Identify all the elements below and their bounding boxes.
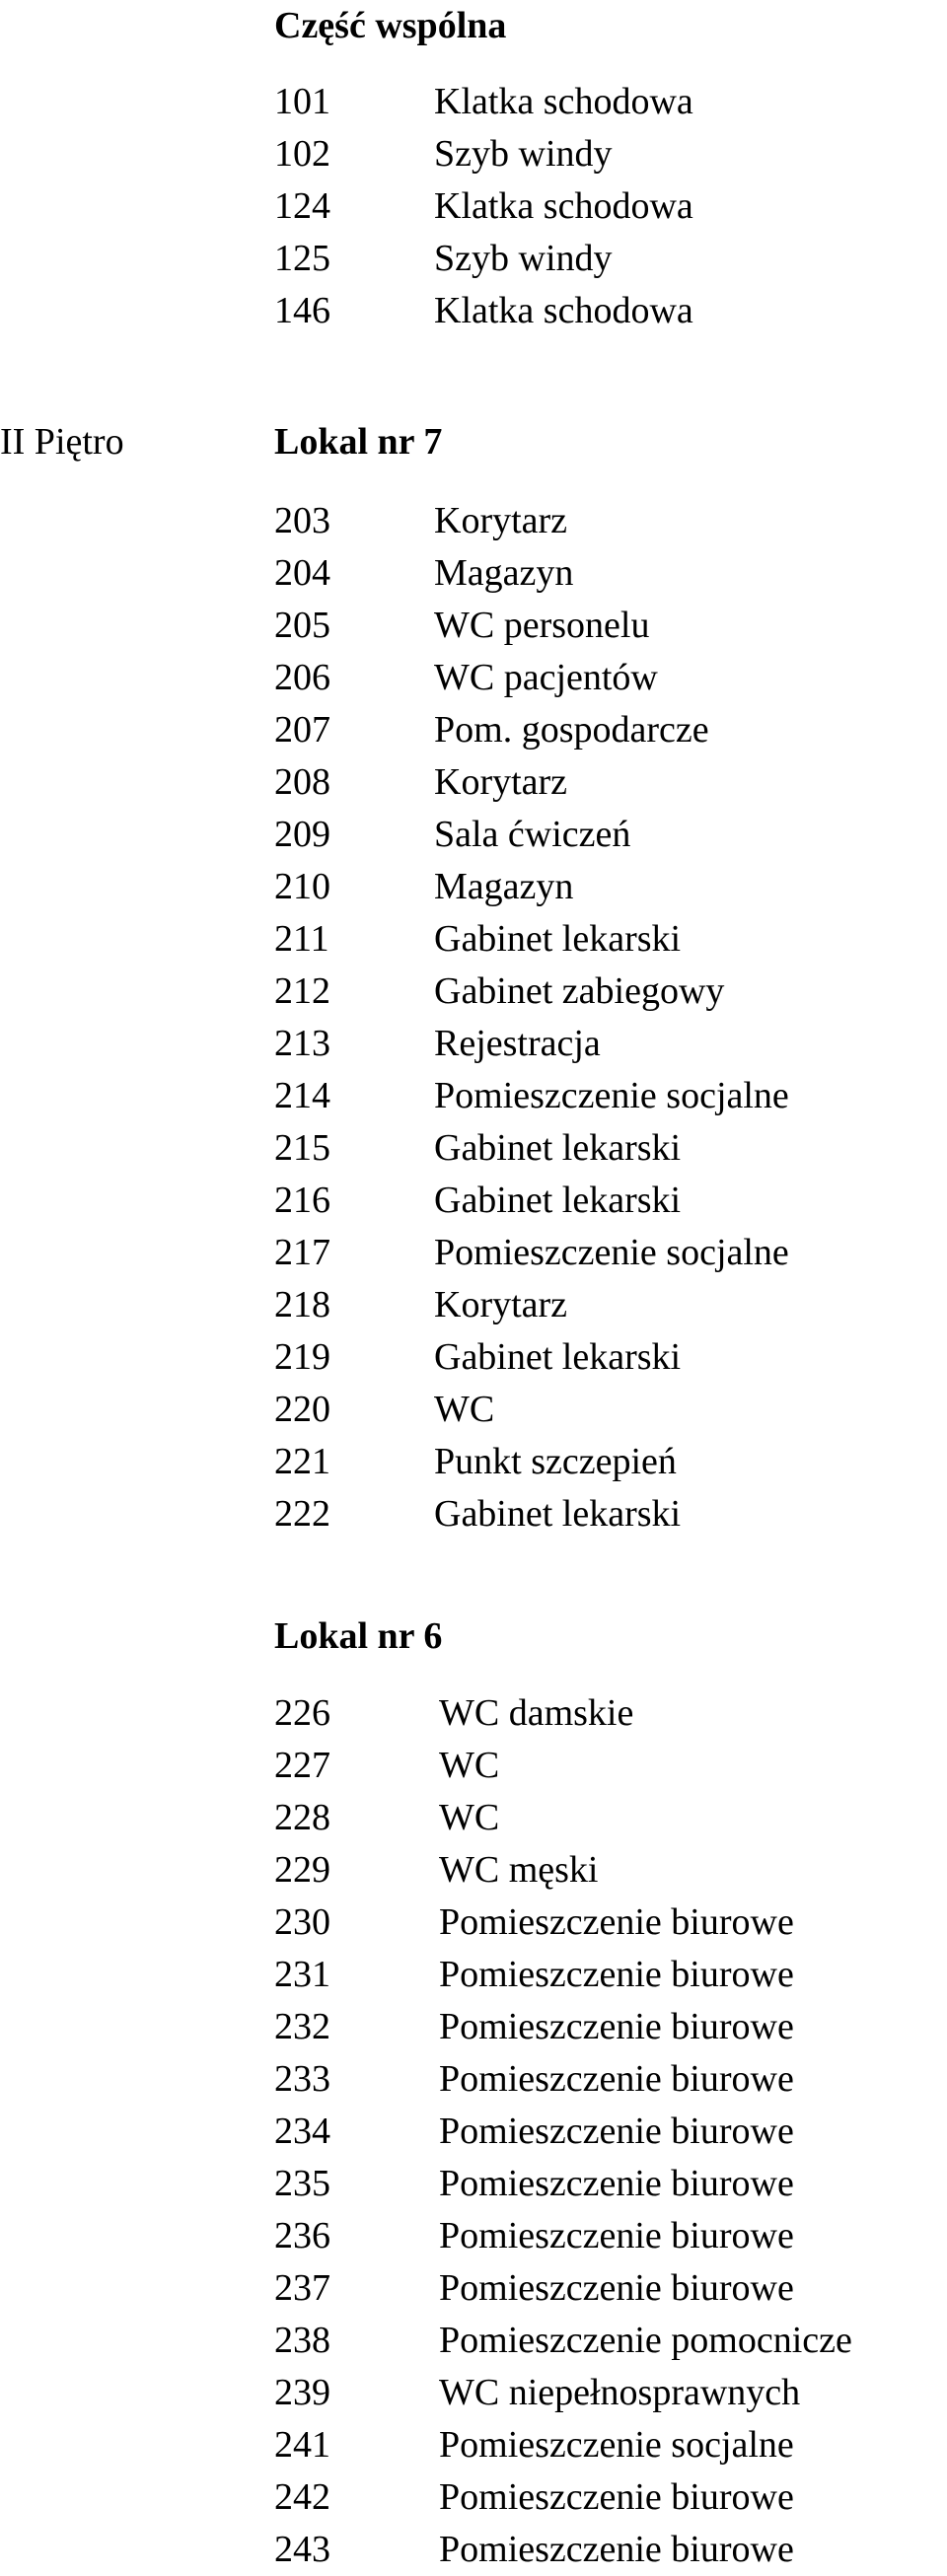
room-name: Gabinet lekarski <box>434 918 682 960</box>
room-number: 221 <box>274 1441 330 1482</box>
room-list <box>0 76 947 337</box>
room-name: Pomieszczenie biurowe <box>439 2163 794 2204</box>
room-number: 239 <box>274 2372 330 2413</box>
room-name: WC niepełnosprawnych <box>439 2372 801 2413</box>
room-name: Korytarz <box>434 761 568 803</box>
room-row <box>0 76 947 128</box>
room-row <box>0 1488 947 1540</box>
room-number: 243 <box>274 2529 330 2570</box>
room-row <box>0 2524 947 2576</box>
room-number: 216 <box>274 1180 330 1221</box>
room-number: 229 <box>274 1849 330 1891</box>
room-row <box>0 1331 947 1384</box>
room-row <box>0 2419 947 2471</box>
room-number: 232 <box>274 2006 330 2047</box>
section-heading-row <box>0 1610 947 1663</box>
room-row <box>0 652 947 704</box>
room-row <box>0 2106 947 2158</box>
room-number: 228 <box>274 1797 330 1838</box>
room-number: 219 <box>274 1336 330 1378</box>
room-number: 205 <box>274 605 330 646</box>
room-name: Magazyn <box>434 866 574 907</box>
room-name: Gabinet lekarski <box>434 1493 682 1535</box>
room-number: 237 <box>274 2267 330 2309</box>
room-number: 241 <box>274 2424 330 2466</box>
room-number: 203 <box>274 500 330 541</box>
section-title: Lokal nr 6 <box>274 1615 443 1657</box>
room-name: Pomieszczenie biurowe <box>439 2215 794 2256</box>
room-row <box>0 1384 947 1436</box>
room-number: 211 <box>274 918 329 960</box>
room-name: Sala ćwiczeń <box>434 814 631 855</box>
room-number: 125 <box>274 238 330 279</box>
room-number: 233 <box>274 2058 330 2100</box>
room-row <box>0 704 947 756</box>
room-name: Pomieszczenie socjalne <box>434 1075 789 1116</box>
room-row <box>0 233 947 285</box>
room-number: 238 <box>274 2320 330 2361</box>
room-row <box>0 2262 947 2315</box>
room-number: 220 <box>274 1389 330 1430</box>
room-name: Pomieszczenie biurowe <box>439 1901 794 1943</box>
room-row <box>0 2315 947 2367</box>
room-row <box>0 1279 947 1331</box>
room-number: 210 <box>274 866 330 907</box>
room-name: WC personelu <box>434 605 650 646</box>
room-number: 231 <box>274 1954 330 1995</box>
room-name: Pomieszczenie biurowe <box>439 2111 794 2152</box>
room-row <box>0 1687 947 1740</box>
room-row <box>0 547 947 600</box>
room-name: Punkt szczepień <box>434 1441 677 1482</box>
room-number: 102 <box>274 133 330 175</box>
room-row <box>0 1018 947 1070</box>
room-name: Korytarz <box>434 500 568 541</box>
section-common-area <box>0 0 947 337</box>
room-name: Klatka schodowa <box>434 290 693 331</box>
room-row <box>0 285 947 337</box>
room-name: WC męski <box>439 1849 599 1891</box>
room-number: 207 <box>274 709 330 751</box>
room-row <box>0 600 947 652</box>
room-name: Pomieszczenie biurowe <box>439 2529 794 2570</box>
room-row <box>0 1070 947 1122</box>
room-number: 124 <box>274 185 330 227</box>
section-title: Lokal nr 7 <box>274 421 443 463</box>
room-name: Magazyn <box>434 552 574 594</box>
room-row <box>0 966 947 1018</box>
section-unit-6 <box>0 1610 947 2576</box>
room-name: Korytarz <box>434 1284 568 1325</box>
room-number: 208 <box>274 761 330 803</box>
room-row <box>0 1949 947 2001</box>
room-row <box>0 1175 947 1227</box>
room-name: Pomieszczenie biurowe <box>439 2267 794 2309</box>
room-number: 206 <box>274 657 330 698</box>
room-name: Gabinet lekarski <box>434 1180 682 1221</box>
room-row <box>0 913 947 966</box>
room-name: Pomieszczenie socjalne <box>439 2424 794 2466</box>
room-number: 209 <box>274 814 330 855</box>
room-number: 215 <box>274 1127 330 1169</box>
room-row <box>0 1122 947 1175</box>
room-name: Gabinet lekarski <box>434 1127 682 1169</box>
room-name: Gabinet lekarski <box>434 1336 682 1378</box>
room-row <box>0 2053 947 2106</box>
room-number: 235 <box>274 2163 330 2204</box>
room-row <box>0 2471 947 2524</box>
room-number: 226 <box>274 1692 330 1734</box>
room-row <box>0 1227 947 1279</box>
room-row <box>0 2001 947 2053</box>
room-number: 230 <box>274 1901 330 1943</box>
room-name: Pom. gospodarcze <box>434 709 709 751</box>
room-number: 101 <box>274 81 330 122</box>
room-row <box>0 128 947 180</box>
room-list <box>0 1687 947 2576</box>
room-number: 204 <box>274 552 330 594</box>
room-name: Gabinet zabiegowy <box>434 970 725 1012</box>
room-row <box>0 2367 947 2419</box>
room-row <box>0 756 947 809</box>
room-row <box>0 2158 947 2210</box>
room-name: WC pacjentów <box>434 657 658 698</box>
room-name: Szyb windy <box>434 133 613 175</box>
room-name: WC damskie <box>439 1692 634 1734</box>
room-name: Pomieszczenie biurowe <box>439 1954 794 1995</box>
room-name: Pomieszczenie biurowe <box>439 2058 794 2100</box>
room-number: 213 <box>274 1023 330 1064</box>
room-number: 146 <box>274 290 330 331</box>
room-name: Szyb windy <box>434 238 613 279</box>
room-number: 218 <box>274 1284 330 1325</box>
room-name: Pomieszczenie pomocnicze <box>439 2320 852 2361</box>
room-row <box>0 809 947 861</box>
room-number: 236 <box>274 2215 330 2256</box>
room-row <box>0 1740 947 1792</box>
room-number: 214 <box>274 1075 330 1116</box>
room-list <box>0 495 947 1540</box>
room-name: Pomieszczenie biurowe <box>439 2476 794 2518</box>
room-name: Klatka schodowa <box>434 185 693 227</box>
room-name: WC <box>439 1797 500 1838</box>
room-name: Rejestracja <box>434 1023 601 1064</box>
floor-label: II Piętro <box>0 421 124 463</box>
section-title: Część wspólna <box>274 5 507 46</box>
room-row <box>0 180 947 233</box>
room-number: 222 <box>274 1493 330 1535</box>
section-heading-row <box>0 0 947 52</box>
section-heading-row <box>0 416 947 468</box>
room-number: 227 <box>274 1745 330 1786</box>
room-number: 212 <box>274 970 330 1012</box>
room-row <box>0 1896 947 1949</box>
room-number: 217 <box>274 1232 330 1273</box>
room-row <box>0 2210 947 2262</box>
room-row <box>0 1792 947 1844</box>
room-row <box>0 495 947 547</box>
room-name: Pomieszczenie biurowe <box>439 2006 794 2047</box>
room-row <box>0 1436 947 1488</box>
room-row <box>0 861 947 913</box>
room-name: Pomieszczenie socjalne <box>434 1232 789 1273</box>
room-number: 234 <box>274 2111 330 2152</box>
section-unit-7 <box>0 416 947 1540</box>
room-name: WC <box>434 1389 495 1430</box>
room-name: Klatka schodowa <box>434 81 693 122</box>
room-name: WC <box>439 1745 500 1786</box>
room-number: 242 <box>274 2476 330 2518</box>
room-row <box>0 1844 947 1896</box>
